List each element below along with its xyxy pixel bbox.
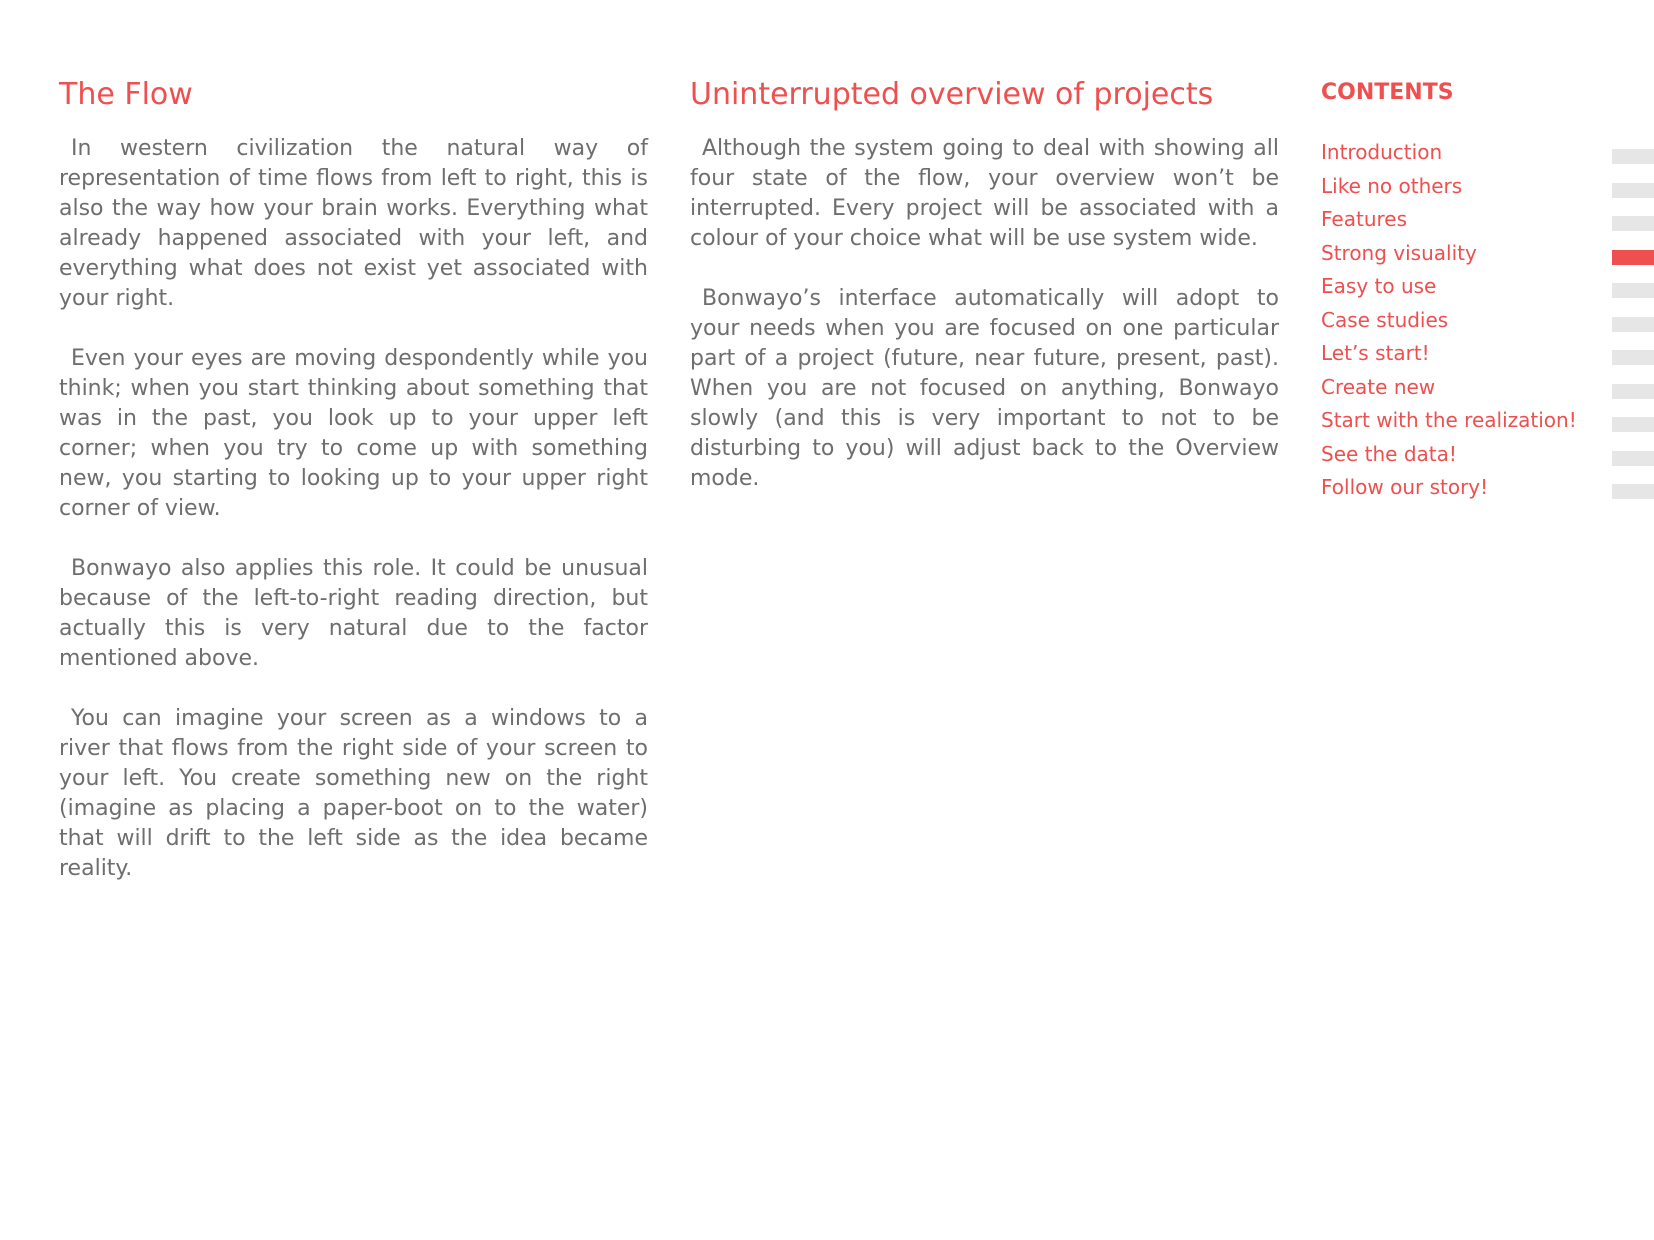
page-marker[interactable]	[1612, 451, 1654, 466]
section-body	[690, 134, 1279, 494]
contents-link-introduction[interactable]: Introduction	[1321, 140, 1443, 164]
contents-link-easy-to-use[interactable]: Easy to use	[1321, 274, 1437, 298]
contents-list	[1321, 136, 1601, 505]
contents-link-case-studies[interactable]: Case studies	[1321, 307, 1449, 332]
article-section-the-flow	[59, 74, 648, 884]
page-indicator	[1612, 149, 1654, 518]
paragraph: You can imagine your screen as a windows to a river that flows from the right side of your screen to your left. You create something new on the right (imagine as placing a paper-boot on to the water) that will drift to the left side as the idea became reality.	[59, 706, 648, 881]
contents-link-lets-start[interactable]: Let’s start!	[1321, 341, 1430, 365]
article-section-overview	[690, 74, 1279, 494]
section-title: Uninterrupted overview of projects	[690, 77, 1214, 112]
contents-link-like-no-others[interactable]: Like no others	[1321, 173, 1463, 198]
page-marker[interactable]	[1612, 350, 1654, 365]
section-body	[59, 134, 648, 884]
page-marker[interactable]	[1612, 317, 1654, 332]
page-marker[interactable]	[1612, 216, 1654, 231]
page-marker[interactable]	[1612, 183, 1654, 198]
contents-link-see-the-data[interactable]: See the data!	[1321, 441, 1457, 466]
page-marker[interactable]	[1612, 384, 1654, 399]
page-marker-active[interactable]	[1612, 250, 1654, 265]
page-marker[interactable]	[1612, 417, 1654, 432]
page-marker[interactable]	[1612, 484, 1654, 499]
contents-link-strong-visuality[interactable]: Strong visuality	[1321, 240, 1477, 265]
paragraph: Even your eyes are moving despondently while you think; when you start thinking about something that was in the past, you look up to your upper left corner; when you try to come up with something new, you starting to looking up to your upper right corner of view.	[59, 346, 648, 521]
paragraph: In western civilization the natural way of representation of time flows from left to right, this is also the way how your brain works. Everything what already happened associated with your left, and everything what does not exist yet associated with your right.	[59, 136, 648, 311]
paragraph: Bonwayo also applies this role. It could be unusual because of the left-to-right reading direction, but actually this is very natural due to the factor mentioned above.	[59, 556, 648, 671]
paragraph: Although the system going to deal with showing all four state of the flow, your overview won’t be interrupted. Every project will be associated with a colour of your choice what will be use system wide.	[690, 136, 1279, 251]
paragraph: Bonwayo’s interface automatically will adopt to your needs when you are focused on one particular part of a project (future, near future, present, past). When you are not focused on anything, Bonwayo slowly (and this is very important to not to be disturbing to you) will adjust back to the Overview mode.	[690, 286, 1279, 491]
contents-link-start-with-the-realization[interactable]: Start with the realization!	[1321, 408, 1577, 432]
contents-link-create-new[interactable]: Create new	[1321, 374, 1436, 399]
contents-link-features[interactable]: Features	[1321, 207, 1407, 231]
page-marker[interactable]	[1612, 149, 1654, 164]
page-marker[interactable]	[1612, 283, 1654, 298]
contents-heading: CONTENTS	[1321, 80, 1454, 105]
contents-link-follow-our-story[interactable]: Follow our story!	[1321, 475, 1489, 499]
table-of-contents	[1321, 74, 1601, 505]
section-title: The Flow	[59, 77, 193, 112]
